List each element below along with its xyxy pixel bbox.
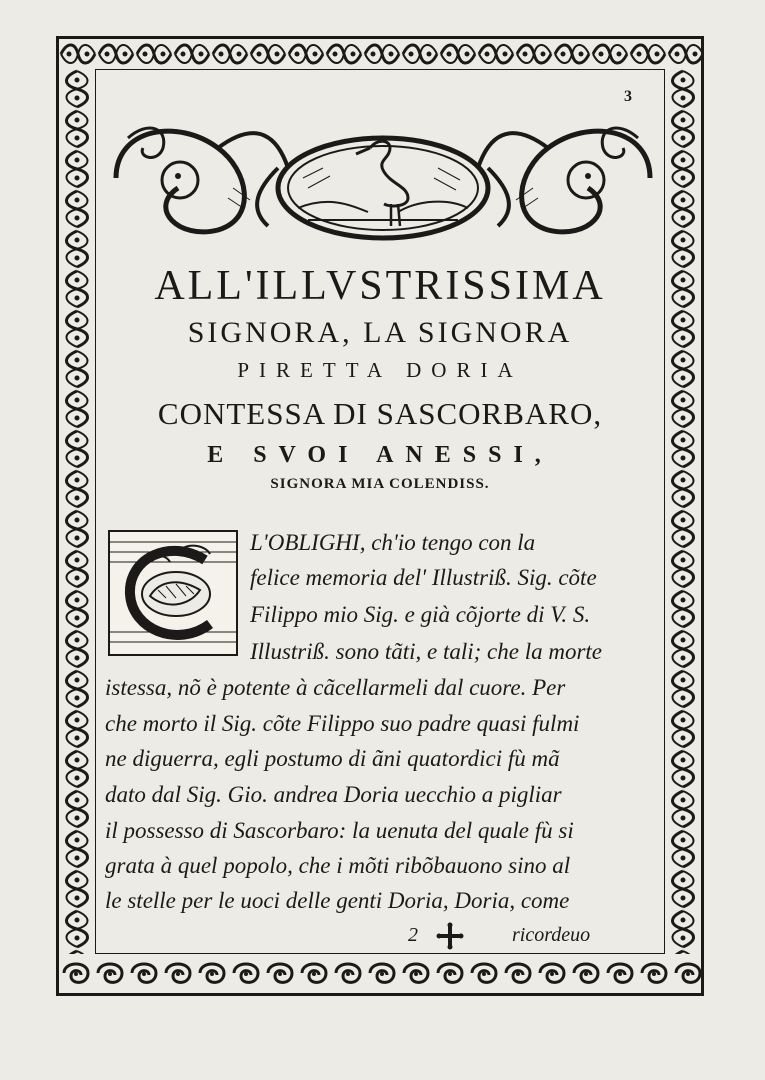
decorated-initial-c-icon: [108, 530, 238, 656]
body-line-9: il possesso di Sascorbaro: la uenuta del quale fù si: [105, 818, 574, 843]
heron-headpiece-icon: [108, 108, 658, 246]
body-line-3: Filippo mio Sig. e già cõjorte di V. S.: [250, 602, 591, 627]
title-line-3: PIRETTA DORIA: [237, 358, 523, 382]
catchword: ricordeuo: [512, 924, 591, 946]
body-line-8: dato dal Sig. Gio. andrea Doria uecchio a pigliar: [105, 782, 562, 807]
body-line-6: che morto il Sig. cõte Filippo suo padre quasi fulmi: [105, 711, 580, 736]
body-line-1: L'OBLIGHI, ch'io tengo con la: [250, 530, 536, 555]
body-line-2: felice memoria del' Illustriß. Sig. cõte: [250, 565, 597, 590]
ornament-band-bottom: [59, 954, 701, 992]
title-line-6: SIGNORA MIA COLENDISS.: [270, 476, 490, 492]
fleur-cross-icon: [436, 922, 464, 950]
title-line-4: CONTESSA DI SASCORBARO,: [157, 396, 603, 431]
title-line-5: E SVOI ANESSI,: [207, 442, 553, 468]
body-line-10: grata à quel popolo, che i mõti ribõbauono sino al: [105, 853, 571, 878]
ornament-band-right: [665, 69, 701, 954]
body-line-5: istessa, nõ è potente à cãcellarmeli dal cuore. Per: [105, 675, 566, 700]
signature-mark: 2: [408, 924, 418, 946]
page-number: 3: [624, 88, 632, 105]
title-line-1: ALL'ILLVSTRISSIMA: [154, 263, 606, 309]
body-line-11: le stelle per le uoci delle genti Doria, Doria, come: [105, 888, 570, 913]
title-line-2: SIGNORA, LA SIGNORA: [187, 316, 573, 349]
ornament-band-top: [59, 39, 701, 69]
body-line-7: ne diguerra, egli postumo di ãni quatordici fù mã: [105, 746, 560, 771]
body-line-4: Illustriß. sono tãti, e tali; che la morte: [250, 639, 602, 664]
ornament-band-left: [59, 69, 95, 954]
